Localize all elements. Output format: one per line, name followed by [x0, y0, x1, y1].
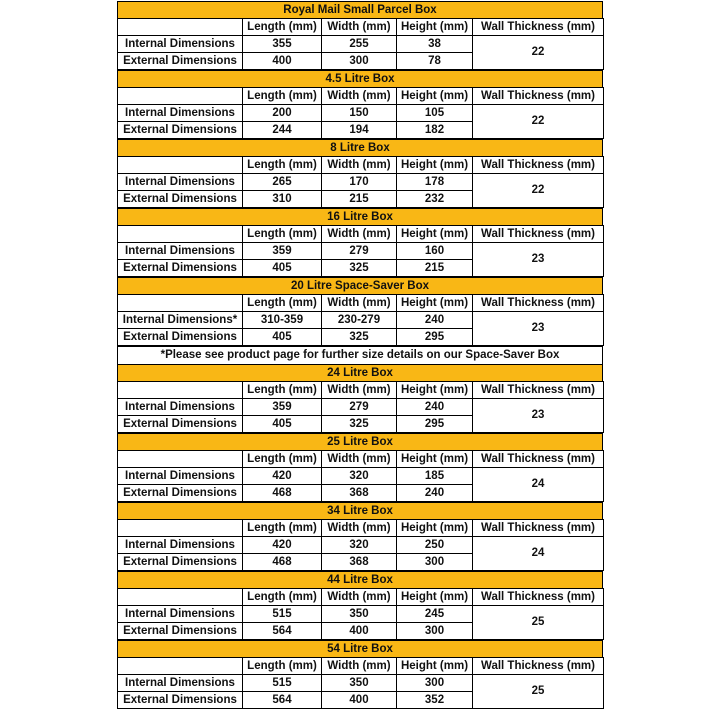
internal-label: Internal Dimensions	[118, 399, 243, 416]
external-height: 295	[397, 416, 473, 433]
header-wall: Wall Thickness (mm)	[473, 382, 604, 399]
external-height: 300	[397, 554, 473, 571]
header-wall: Wall Thickness (mm)	[473, 226, 604, 243]
box-table	[117, 640, 603, 709]
internal-label: Internal Dimensions*	[118, 312, 243, 329]
header-width: Width (mm)	[322, 451, 397, 468]
internal-width: 350	[322, 675, 397, 692]
header-height: Height (mm)	[397, 589, 473, 606]
header-height: Height (mm)	[397, 658, 473, 675]
internal-length: 310-359	[243, 312, 322, 329]
external-label: External Dimensions	[118, 554, 243, 571]
external-label: External Dimensions	[118, 623, 243, 640]
header-length: Length (mm)	[243, 157, 322, 174]
external-height: 352	[397, 692, 473, 709]
internal-height: 178	[397, 174, 473, 191]
external-height: 215	[397, 260, 473, 277]
external-width: 368	[322, 485, 397, 502]
header-length: Length (mm)	[243, 295, 322, 312]
external-label: External Dimensions	[118, 53, 243, 70]
dimensions-table	[117, 381, 604, 433]
box-title: 20 Litre Space-Saver Box	[117, 277, 603, 294]
header-width: Width (mm)	[322, 157, 397, 174]
header-blank	[118, 19, 243, 36]
dimensions-table	[117, 588, 604, 640]
header-blank	[118, 451, 243, 468]
header-blank	[118, 520, 243, 537]
internal-length: 420	[243, 468, 322, 485]
header-row	[118, 88, 604, 105]
internal-length: 359	[243, 399, 322, 416]
space-saver-note: *Please see product page for further size details on our Space-Saver Box	[117, 346, 603, 364]
wall-thickness: 22	[473, 36, 604, 70]
external-width: 368	[322, 554, 397, 571]
external-height: 232	[397, 191, 473, 208]
internal-width: 279	[322, 243, 397, 260]
box-title: 34 Litre Box	[117, 502, 603, 519]
internal-row	[118, 243, 604, 260]
external-label: External Dimensions	[118, 416, 243, 433]
internal-row	[118, 537, 604, 554]
header-row	[118, 157, 604, 174]
internal-label: Internal Dimensions	[118, 675, 243, 692]
header-wall: Wall Thickness (mm)	[473, 88, 604, 105]
internal-height: 185	[397, 468, 473, 485]
external-label: External Dimensions	[118, 260, 243, 277]
box-table	[117, 139, 603, 208]
header-height: Height (mm)	[397, 520, 473, 537]
wall-thickness: 22	[473, 174, 604, 208]
external-width: 325	[322, 416, 397, 433]
header-length: Length (mm)	[243, 88, 322, 105]
external-length: 310	[243, 191, 322, 208]
dimensions-table	[117, 18, 604, 70]
external-length: 405	[243, 329, 322, 346]
external-height: 300	[397, 623, 473, 640]
internal-width: 350	[322, 606, 397, 623]
wall-thickness: 24	[473, 468, 604, 502]
header-width: Width (mm)	[322, 88, 397, 105]
dimensions-table	[117, 657, 604, 709]
internal-width: 320	[322, 537, 397, 554]
internal-label: Internal Dimensions	[118, 105, 243, 122]
header-wall: Wall Thickness (mm)	[473, 19, 604, 36]
header-length: Length (mm)	[243, 226, 322, 243]
internal-label: Internal Dimensions	[118, 174, 243, 191]
external-width: 400	[322, 692, 397, 709]
header-height: Height (mm)	[397, 226, 473, 243]
external-length: 468	[243, 485, 322, 502]
header-blank	[118, 157, 243, 174]
header-blank	[118, 589, 243, 606]
external-height: 78	[397, 53, 473, 70]
header-row	[118, 451, 604, 468]
internal-row	[118, 468, 604, 485]
header-wall: Wall Thickness (mm)	[473, 451, 604, 468]
external-width: 300	[322, 53, 397, 70]
internal-label: Internal Dimensions	[118, 243, 243, 260]
wall-thickness: 22	[473, 105, 604, 139]
internal-label: Internal Dimensions	[118, 468, 243, 485]
internal-label: Internal Dimensions	[118, 537, 243, 554]
box-title: Royal Mail Small Parcel Box	[117, 1, 603, 18]
internal-row	[118, 312, 604, 329]
box-size-chart	[117, 1, 603, 709]
wall-thickness: 23	[473, 399, 604, 433]
dimensions-table	[117, 156, 604, 208]
box-title: 24 Litre Box	[117, 364, 603, 381]
external-length: 405	[243, 416, 322, 433]
internal-row	[118, 174, 604, 191]
dimensions-table	[117, 519, 604, 571]
header-row	[118, 295, 604, 312]
header-height: Height (mm)	[397, 451, 473, 468]
header-width: Width (mm)	[322, 589, 397, 606]
header-blank	[118, 88, 243, 105]
header-height: Height (mm)	[397, 157, 473, 174]
external-length: 244	[243, 122, 322, 139]
internal-height: 105	[397, 105, 473, 122]
external-length: 564	[243, 623, 322, 640]
internal-height: 240	[397, 399, 473, 416]
dimensions-table	[117, 87, 604, 139]
external-label: External Dimensions	[118, 191, 243, 208]
header-wall: Wall Thickness (mm)	[473, 520, 604, 537]
box-title: 44 Litre Box	[117, 571, 603, 588]
box-table	[117, 502, 603, 571]
internal-row	[118, 399, 604, 416]
internal-length: 359	[243, 243, 322, 260]
internal-height: 245	[397, 606, 473, 623]
header-blank	[118, 658, 243, 675]
internal-label: Internal Dimensions	[118, 36, 243, 53]
box-table	[117, 433, 603, 502]
header-length: Length (mm)	[243, 589, 322, 606]
external-length: 564	[243, 692, 322, 709]
header-wall: Wall Thickness (mm)	[473, 658, 604, 675]
header-row	[118, 19, 604, 36]
header-height: Height (mm)	[397, 88, 473, 105]
header-wall: Wall Thickness (mm)	[473, 157, 604, 174]
header-width: Width (mm)	[322, 226, 397, 243]
internal-length: 355	[243, 36, 322, 53]
internal-height: 160	[397, 243, 473, 260]
external-length: 405	[243, 260, 322, 277]
external-width: 400	[322, 623, 397, 640]
header-row	[118, 589, 604, 606]
header-row	[118, 226, 604, 243]
header-blank	[118, 226, 243, 243]
internal-width: 230-279	[322, 312, 397, 329]
dimensions-table	[117, 450, 604, 502]
box-title: 54 Litre Box	[117, 640, 603, 657]
header-row	[118, 520, 604, 537]
internal-width: 255	[322, 36, 397, 53]
box-title: 25 Litre Box	[117, 433, 603, 450]
internal-length: 515	[243, 675, 322, 692]
internal-height: 250	[397, 537, 473, 554]
internal-length: 265	[243, 174, 322, 191]
header-length: Length (mm)	[243, 451, 322, 468]
internal-height: 240	[397, 312, 473, 329]
header-width: Width (mm)	[322, 658, 397, 675]
header-row	[118, 658, 604, 675]
external-height: 182	[397, 122, 473, 139]
external-label: External Dimensions	[118, 122, 243, 139]
external-height: 240	[397, 485, 473, 502]
external-height: 295	[397, 329, 473, 346]
box-table	[117, 364, 603, 433]
box-table	[117, 1, 603, 70]
box-table	[117, 277, 603, 346]
box-title: 4.5 Litre Box	[117, 70, 603, 87]
external-label: External Dimensions	[118, 692, 243, 709]
external-label: External Dimensions	[118, 329, 243, 346]
header-blank	[118, 382, 243, 399]
external-length: 468	[243, 554, 322, 571]
internal-row	[118, 675, 604, 692]
box-table	[117, 70, 603, 139]
wall-thickness: 25	[473, 675, 604, 709]
internal-length: 420	[243, 537, 322, 554]
external-label: External Dimensions	[118, 485, 243, 502]
internal-row	[118, 105, 604, 122]
dimensions-table	[117, 294, 604, 346]
header-height: Height (mm)	[397, 382, 473, 399]
header-width: Width (mm)	[322, 382, 397, 399]
box-table	[117, 571, 603, 640]
external-width: 194	[322, 122, 397, 139]
header-length: Length (mm)	[243, 658, 322, 675]
box-title: 16 Litre Box	[117, 208, 603, 225]
internal-width: 170	[322, 174, 397, 191]
header-wall: Wall Thickness (mm)	[473, 589, 604, 606]
header-height: Height (mm)	[397, 19, 473, 36]
header-length: Length (mm)	[243, 520, 322, 537]
internal-label: Internal Dimensions	[118, 606, 243, 623]
internal-length: 515	[243, 606, 322, 623]
header-blank	[118, 295, 243, 312]
dimensions-table	[117, 225, 604, 277]
internal-row	[118, 606, 604, 623]
internal-height: 38	[397, 36, 473, 53]
wall-thickness: 23	[473, 243, 604, 277]
internal-length: 200	[243, 105, 322, 122]
internal-width: 279	[322, 399, 397, 416]
external-width: 325	[322, 329, 397, 346]
external-length: 400	[243, 53, 322, 70]
box-title: 8 Litre Box	[117, 139, 603, 156]
header-length: Length (mm)	[243, 382, 322, 399]
internal-width: 150	[322, 105, 397, 122]
header-wall: Wall Thickness (mm)	[473, 295, 604, 312]
header-width: Width (mm)	[322, 295, 397, 312]
internal-row	[118, 36, 604, 53]
external-width: 215	[322, 191, 397, 208]
header-length: Length (mm)	[243, 19, 322, 36]
header-height: Height (mm)	[397, 295, 473, 312]
wall-thickness: 25	[473, 606, 604, 640]
internal-height: 300	[397, 675, 473, 692]
wall-thickness: 23	[473, 312, 604, 346]
external-width: 325	[322, 260, 397, 277]
internal-width: 320	[322, 468, 397, 485]
header-width: Width (mm)	[322, 19, 397, 36]
box-table	[117, 208, 603, 277]
wall-thickness: 24	[473, 537, 604, 571]
header-width: Width (mm)	[322, 520, 397, 537]
header-row	[118, 382, 604, 399]
